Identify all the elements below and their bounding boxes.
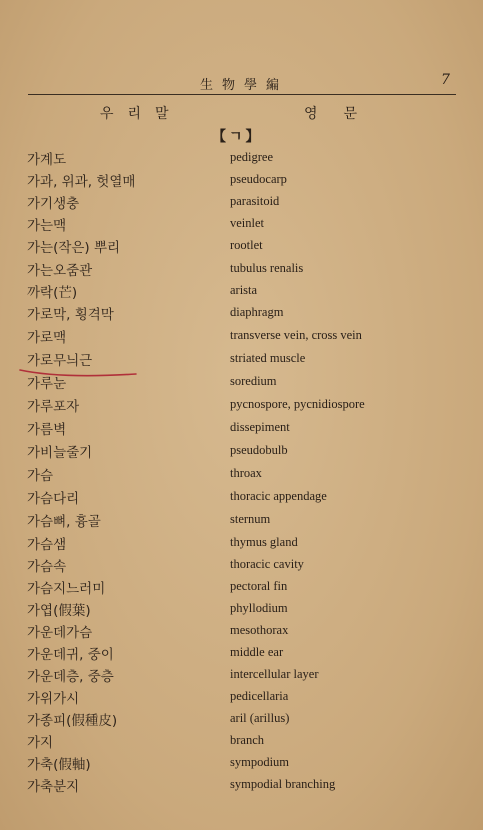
glossary-row (0, 555, 483, 577)
glossary-row (0, 643, 483, 665)
korean-term: 가위가시 (27, 691, 80, 707)
glossary-row (0, 236, 483, 258)
english-term: veinlet (230, 216, 265, 230)
english-term: tubulus renalis (230, 261, 304, 275)
english-term: sternum (230, 512, 271, 526)
english-term: intercellular layer (230, 667, 319, 681)
korean-term: 가지 (27, 735, 54, 751)
glossary-row (0, 621, 483, 643)
english-term: thymus gland (230, 535, 298, 549)
korean-term: 가기생충 (27, 196, 80, 212)
korean-term: 가름벽 (27, 422, 67, 438)
english-term: pseudocarp (230, 172, 287, 186)
column-heading-english: 영문 (304, 106, 384, 122)
english-term: thoracic appendage (230, 489, 327, 503)
korean-term: 가운데층, 중층 (27, 669, 114, 685)
english-term: diaphragm (230, 305, 284, 319)
english-term: soredium (230, 374, 277, 388)
korean-term: 가종피(假種皮) (27, 713, 118, 729)
korean-term: 가슴뼈, 흉골 (27, 514, 101, 530)
korean-term: 가슴지느러미 (27, 581, 106, 597)
english-term: throax (230, 466, 262, 480)
english-term: rootlet (230, 238, 263, 252)
english-term: sympodial branching (230, 777, 336, 791)
glossary-row (0, 395, 483, 417)
glossary-row (0, 326, 483, 348)
english-term: mesothorax (230, 623, 289, 637)
korean-term: 가로맥 (27, 330, 67, 346)
korean-term: 가루포자 (27, 399, 80, 415)
korean-term: 가슴속 (27, 559, 67, 575)
english-term: pectoral fin (230, 579, 288, 593)
english-term: transverse vein, cross vein (230, 328, 362, 342)
korean-term: 가축분지 (27, 779, 80, 795)
korean-term: 가로막, 횡격막 (27, 307, 114, 323)
english-term: sympodium (230, 755, 290, 769)
glossary-row (0, 214, 483, 236)
english-term: arista (230, 283, 258, 297)
glossary-row (0, 775, 483, 797)
korean-term: 까락(芒) (27, 285, 78, 301)
glossary-row (0, 148, 483, 170)
korean-term: 가로무늬근 (27, 353, 93, 369)
glossary-row (0, 441, 483, 463)
english-term: thoracic cavity (230, 557, 304, 571)
korean-term: 가는오줌관 (27, 263, 93, 279)
korean-term: 가비늘줄기 (27, 445, 93, 461)
column-heading-korean: 우리말 (100, 106, 183, 122)
glossary-row (0, 731, 483, 753)
glossary-row (0, 709, 483, 731)
english-term: parasitoid (230, 194, 280, 208)
glossary-row (0, 487, 483, 509)
glossary-row (0, 303, 483, 325)
glossary-row (0, 687, 483, 709)
glossary-row (0, 259, 483, 281)
glossary-row (0, 533, 483, 555)
glossary-row (0, 192, 483, 214)
running-title: 生物學編 (200, 78, 289, 93)
korean-term: 가과, 위과, 헛열매 (27, 174, 136, 190)
glossary-row (0, 281, 483, 303)
korean-term: 가엽(假葉) (27, 603, 91, 619)
english-term: branch (230, 733, 265, 747)
english-term: middle ear (230, 645, 284, 659)
glossary-row (0, 464, 483, 486)
korean-term: 가슴다리 (27, 491, 80, 507)
korean-term: 가루눈 (27, 376, 67, 392)
english-term: pseudobulb (230, 443, 288, 457)
english-term: striated muscle (230, 351, 306, 365)
english-term: pycnospore, pycnidiospore (230, 397, 365, 411)
korean-term: 가계도 (27, 152, 67, 168)
korean-term: 가운데귀, 중이 (27, 647, 114, 663)
korean-term: 가슴샘 (27, 537, 67, 553)
korean-term: 가축(假軸) (27, 757, 91, 773)
english-term: pedicellaria (230, 689, 289, 703)
english-term: aril (arillus) (230, 711, 290, 725)
glossary-row (0, 665, 483, 687)
glossary-row (0, 170, 483, 192)
korean-term: 가는맥 (27, 218, 67, 234)
pen-underline-mark (18, 366, 138, 380)
glossary-row (0, 418, 483, 440)
glossary-row (0, 753, 483, 775)
page-number: 7 (441, 72, 450, 88)
glossary-row (0, 510, 483, 532)
section-heading: 【ㄱ】 (212, 129, 263, 145)
english-term: phyllodium (230, 601, 288, 615)
korean-term: 가는(작은) 뿌리 (27, 240, 121, 256)
korean-term: 가슴 (27, 468, 54, 484)
korean-term: 가운데가슴 (27, 625, 93, 641)
glossary-row (0, 577, 483, 599)
english-term: pedigree (230, 150, 274, 164)
english-term: dissepiment (230, 420, 290, 434)
glossary-row (0, 599, 483, 621)
